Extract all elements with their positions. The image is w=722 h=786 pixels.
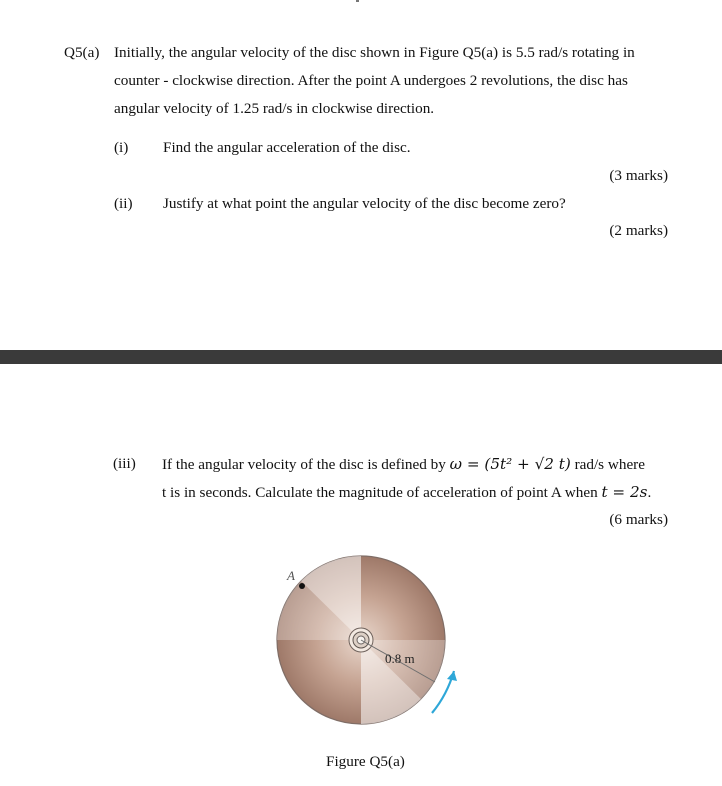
part-i-label: (i) (114, 139, 129, 156)
point-a-dot (299, 583, 305, 589)
part-ii-marks: (2 marks) (609, 222, 668, 239)
part-ii-label: (ii) (114, 195, 133, 212)
angular-velocity-equation: ω = (5t² + √2 t) (449, 455, 571, 473)
part-iii-line-1-prefix: If the angular velocity of the disc is defined by (162, 456, 450, 473)
rotating-disc-figure (270, 550, 480, 730)
question-intro-line-2: counter - clockwise direction. After the point A undergoes 2 revolutions, the disc has (114, 72, 628, 89)
point-a-label: A (287, 568, 295, 583)
part-i-text: Find the angular acceleration of the disc. (163, 139, 411, 156)
part-iii-line-2 (162, 482, 651, 503)
part-iii-line-1 (162, 454, 645, 475)
page-top-mark (356, 0, 359, 2)
question-intro-line-1: Initially, the angular velocity of the disc shown in Figure Q5(a) is 5.5 rad/s rotating in (114, 44, 635, 61)
rotation-arrow-head (447, 671, 457, 681)
part-iii-line-2-suffix: . (647, 484, 652, 501)
part-i-marks: (3 marks) (609, 167, 668, 184)
part-iii-marks: (6 marks) (609, 511, 668, 528)
question-intro-line-3: angular velocity of 1.25 rad/s in clockwise direction. (114, 100, 435, 117)
part-iii-line-2-prefix: t is in seconds. Calculate the magnitude of acceleration of point A when (162, 484, 602, 501)
part-iii-label: (iii) (113, 455, 136, 472)
radius-label: 0.8 m (385, 651, 415, 666)
page-divider (0, 350, 722, 364)
time-equation: t = 2s (601, 483, 648, 501)
figure-caption: Figure Q5(a) (326, 753, 405, 770)
part-iii-line-1-suffix: rad/s where (570, 456, 645, 473)
part-ii-text: Justify at what point the angular velocity of the disc become zero? (163, 195, 566, 212)
question-number: Q5(a) (64, 44, 100, 61)
